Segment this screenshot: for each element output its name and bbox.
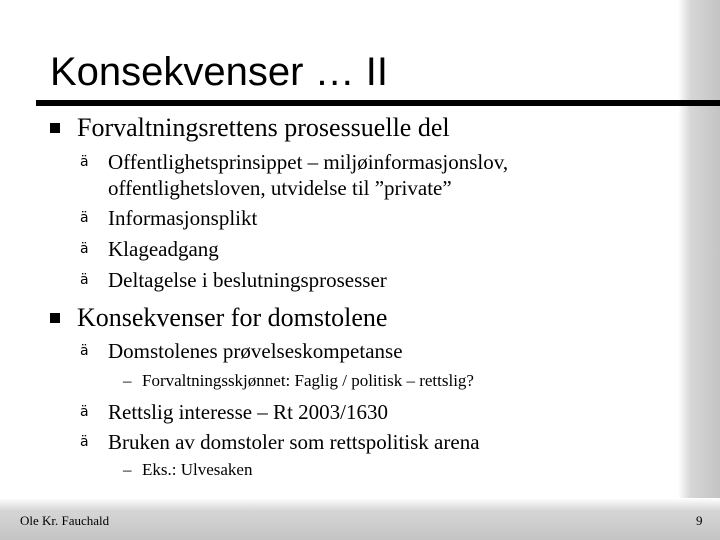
list-item-text: Domstolenes prøvelseskompetanse: [108, 339, 403, 363]
list-item-text: Informasjonsplikt: [108, 206, 258, 230]
list-item-text: Rettslig interesse – Rt 2003/1630: [108, 400, 388, 424]
page-number: 9: [696, 513, 703, 528]
sub-item-text: Forvaltningsskjønnet: Faglig / politisk – rettslig?: [142, 371, 474, 390]
arrow-bullet-icon: ä: [80, 210, 89, 226]
square-bullet-icon: [50, 123, 60, 133]
arrow-bullet-icon: ä: [80, 343, 89, 359]
arrow-bullet-icon: ä: [80, 272, 89, 288]
dash-bullet-icon: –: [123, 460, 132, 479]
arrow-bullet-icon: ä: [80, 404, 89, 420]
list-item-text: Klageadgang: [108, 237, 219, 261]
section-label: Forvaltningsrettens prosessuelle del: [77, 113, 450, 142]
arrow-bullet-icon: ä: [80, 241, 89, 257]
list-item-text: Bruken av domstoler som rettspolitisk arena: [108, 430, 480, 454]
sub-item-text: Eks.: Ulvesaken: [142, 460, 253, 479]
slide-title: Konsekvenser … II: [50, 50, 388, 94]
arrow-bullet-icon: ä: [80, 434, 89, 450]
dash-bullet-icon: –: [123, 371, 132, 390]
title-underline: [36, 100, 720, 106]
section-label: Konsekvenser for domstolene: [77, 303, 388, 332]
footer-author: Ole Kr. Fauchald: [20, 513, 110, 528]
list-item-text: Deltagelse i beslutningsprosesser: [108, 268, 387, 292]
arrow-bullet-icon: ä: [80, 154, 89, 170]
list-item-text: offentlighetsloven, utvidelse til ”private”: [108, 176, 452, 200]
list-item-text: Offentlighetsprinsippet – miljøinformasjonslov,: [108, 150, 509, 174]
slide-side-gradient: [678, 0, 720, 540]
square-bullet-icon: [50, 313, 60, 323]
